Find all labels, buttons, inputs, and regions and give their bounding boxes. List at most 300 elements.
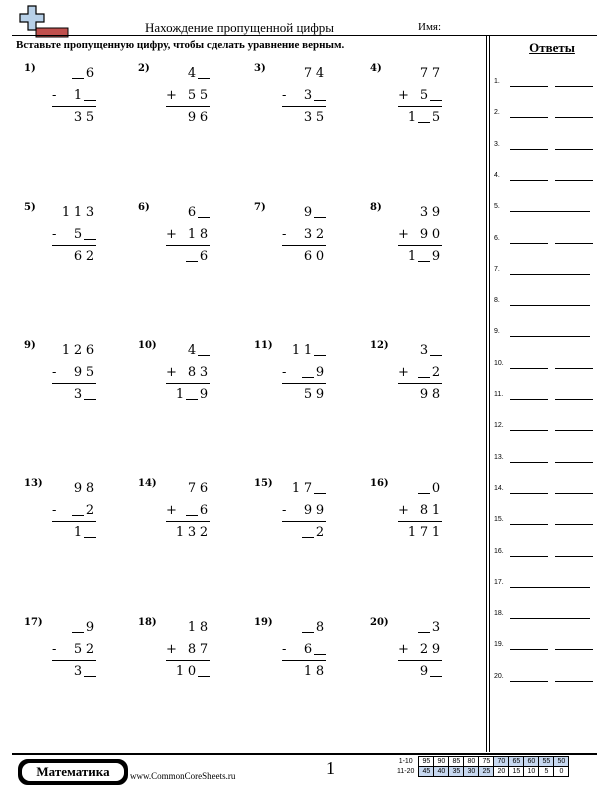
sum-line: [52, 383, 96, 384]
digit: 7: [187, 481, 197, 496]
digit: 7: [431, 66, 441, 81]
problem-number: 15): [254, 478, 273, 489]
score-cell: 40: [434, 767, 449, 777]
problem-line: [166, 205, 210, 221]
problem-line: [282, 387, 326, 403]
digit: 9: [187, 110, 197, 125]
score-table: [395, 756, 569, 777]
answer-number: 6.: [494, 234, 500, 242]
missing-digit-blank[interactable]: [186, 385, 198, 400]
answer-number: 1.: [494, 78, 500, 85]
problem-line: [398, 642, 442, 658]
problem: [24, 478, 124, 558]
answer-blank[interactable]: [510, 274, 590, 275]
digit: 3: [187, 525, 197, 540]
score-cell: 50: [554, 757, 569, 767]
problem: [138, 63, 238, 143]
digit: 7: [199, 642, 209, 657]
answer-blank[interactable]: [510, 368, 548, 369]
score-cell: 20: [494, 767, 509, 777]
missing-digit-blank[interactable]: [302, 523, 314, 538]
problem-number: 1): [24, 63, 36, 74]
score-cell: 30: [464, 767, 479, 777]
digit: 1: [407, 249, 417, 264]
operator: +: [398, 365, 409, 380]
operator: -: [282, 88, 287, 103]
answer-blank[interactable]: [510, 556, 548, 557]
answer-blank[interactable]: [555, 430, 593, 431]
problem-line: [398, 110, 442, 126]
digit: 1: [407, 525, 417, 540]
problem-number: 6): [138, 202, 150, 213]
digit: 5: [419, 88, 429, 103]
missing-digit-blank[interactable]: [314, 341, 326, 356]
problem-line: [52, 664, 96, 680]
answer-blank[interactable]: [555, 681, 593, 682]
digit: 3: [303, 110, 313, 125]
digit: 4: [187, 66, 197, 81]
digit: 9: [315, 387, 325, 402]
answers-title: Ответы: [529, 40, 575, 55]
digit: 8: [85, 481, 95, 496]
problem-line: [282, 664, 326, 680]
problem-line: [282, 343, 326, 359]
sum-line: [398, 383, 442, 384]
name-label: Имя:: [418, 21, 442, 33]
problem-line: [282, 481, 326, 497]
problem-line: [166, 481, 210, 497]
sum-line: [282, 106, 326, 107]
missing-digit-blank[interactable]: [72, 501, 84, 516]
answer-number: 9.: [494, 328, 500, 336]
problem-number: 9): [24, 340, 36, 351]
digit: 4: [187, 343, 197, 358]
problem-line: [282, 642, 326, 658]
score-cell: 55: [539, 757, 554, 767]
digit: 6: [199, 503, 209, 518]
operator: +: [166, 642, 177, 657]
sum-line: [398, 245, 442, 246]
digit: 3: [303, 227, 313, 242]
problem-line: [398, 620, 442, 636]
digit: 1: [175, 525, 185, 540]
sum-line: [52, 245, 96, 246]
problem-number: 17): [24, 617, 43, 628]
brand-label: Математика: [22, 763, 124, 781]
score-cell: 15: [509, 767, 524, 777]
digit: 3: [73, 387, 83, 402]
problem-number: 8): [370, 202, 382, 213]
problem-number: 7): [254, 202, 266, 213]
answer-blank[interactable]: [510, 493, 548, 494]
answer-blank[interactable]: [555, 149, 593, 150]
page-title: Нахождение пропущенной цифры: [145, 20, 335, 35]
digit: 7: [303, 66, 313, 81]
operator: -: [52, 642, 57, 657]
answer-blank[interactable]: [555, 86, 593, 87]
digit: 5: [315, 110, 325, 125]
problem-line: [52, 503, 96, 519]
missing-digit-blank[interactable]: [84, 86, 96, 101]
digit: 5: [85, 365, 95, 380]
problem-number: 3): [254, 63, 266, 74]
instructions: Вставьте пропущенную цифру, чтобы сделать уравнение верным.: [16, 39, 345, 51]
digit: 3: [431, 620, 441, 635]
sum-line: [52, 660, 96, 661]
problem-line: [282, 66, 326, 82]
problem-line: [398, 387, 442, 403]
missing-digit-blank[interactable]: [198, 203, 210, 218]
missing-digit-blank[interactable]: [198, 64, 210, 79]
footer-rule: [12, 753, 597, 755]
problem-line: [166, 227, 210, 243]
missing-digit-blank[interactable]: [186, 247, 198, 262]
operator: +: [166, 365, 177, 380]
answer-number: 12.: [494, 422, 504, 430]
answer-blank[interactable]: [555, 117, 593, 118]
answer-blank[interactable]: [555, 524, 593, 525]
digit: 1: [175, 664, 185, 679]
problem: [138, 340, 238, 420]
sum-line: [398, 521, 442, 522]
digit: 5: [199, 88, 209, 103]
missing-digit-blank[interactable]: [418, 363, 430, 378]
missing-digit-blank[interactable]: [72, 64, 84, 79]
sum-line: [166, 383, 210, 384]
digit: 2: [431, 365, 441, 380]
digit: 2: [85, 503, 95, 518]
digit: 9: [199, 387, 209, 402]
problem-line: [398, 503, 442, 519]
problem: [138, 478, 238, 558]
missing-digit-blank[interactable]: [418, 618, 430, 633]
problem-line: [398, 481, 442, 497]
sum-line: [282, 660, 326, 661]
answer-blank[interactable]: [510, 462, 548, 463]
answer-blank[interactable]: [510, 618, 590, 619]
missing-digit-blank[interactable]: [418, 479, 430, 494]
answer-blank[interactable]: [510, 149, 548, 150]
operator: -: [282, 642, 287, 657]
score-cell: 0: [554, 767, 569, 777]
score-cell: 45: [419, 767, 434, 777]
missing-digit-blank[interactable]: [430, 86, 442, 101]
problem: [254, 617, 354, 697]
digit: 6: [303, 642, 313, 657]
problem-line: [52, 481, 96, 497]
digit: 1: [187, 620, 197, 635]
digit: 6: [73, 249, 83, 264]
problem-line: [398, 227, 442, 243]
column-divider: [486, 36, 487, 752]
digit: 1: [61, 205, 71, 220]
problem-line: [52, 620, 96, 636]
digit: 6: [199, 110, 209, 125]
missing-digit-blank[interactable]: [84, 225, 96, 240]
digit: 2: [73, 343, 83, 358]
digit: 6: [199, 481, 209, 496]
column-divider: [489, 36, 490, 752]
digit: 2: [199, 525, 209, 540]
problem-line: [282, 88, 326, 104]
problem-number: 20): [370, 617, 389, 628]
answer-number: 18.: [494, 610, 504, 618]
problem-line: [166, 249, 210, 265]
sum-line: [398, 106, 442, 107]
answer-number: 13.: [494, 453, 504, 461]
missing-digit-blank[interactable]: [418, 108, 430, 123]
problem-number: 4): [370, 63, 382, 74]
digit: 0: [431, 481, 441, 496]
digit: 6: [303, 249, 313, 264]
problem-line: [52, 525, 96, 541]
missing-digit-blank[interactable]: [84, 662, 96, 677]
digit: 8: [199, 227, 209, 242]
digit: 5: [73, 642, 83, 657]
digit: 8: [431, 387, 441, 402]
digit: 1: [61, 343, 71, 358]
answer-blank[interactable]: [510, 430, 548, 431]
operator: -: [282, 227, 287, 242]
problem-number: 12): [370, 340, 389, 351]
score-row-label: 1-10: [398, 758, 413, 765]
answer-blank[interactable]: [510, 649, 548, 650]
answer-blank[interactable]: [555, 399, 593, 400]
score-cell: 75: [479, 757, 494, 767]
problem: [138, 202, 238, 282]
sum-line: [52, 106, 96, 107]
problem-line: [282, 525, 326, 541]
digit: 9: [315, 365, 325, 380]
digit: 9: [419, 664, 429, 679]
score-cell: 35: [449, 767, 464, 777]
answer-blank[interactable]: [510, 180, 548, 181]
problem-line: [282, 110, 326, 126]
answer-blank[interactable]: [510, 336, 590, 337]
answer-number: 17.: [494, 578, 504, 586]
answer-blank[interactable]: [555, 649, 593, 650]
problem-line: [166, 642, 210, 658]
digit: 9: [85, 620, 95, 635]
problem-line: [398, 343, 442, 359]
answer-blank[interactable]: [555, 556, 593, 557]
score-cell: 90: [434, 757, 449, 767]
problem-line: [52, 205, 96, 221]
sum-line: [282, 383, 326, 384]
operator: +: [398, 642, 409, 657]
digit: 1: [431, 503, 441, 518]
digit: 4: [315, 66, 325, 81]
missing-digit-blank[interactable]: [302, 618, 314, 633]
score-cell: 85: [449, 757, 464, 767]
problem-line: [398, 525, 442, 541]
answer-blank[interactable]: [555, 493, 593, 494]
answer-blank[interactable]: [510, 399, 548, 400]
answer-number: 15.: [494, 516, 504, 524]
answer-number: 14.: [494, 484, 504, 492]
digit: 7: [303, 481, 313, 496]
problem-line: [166, 664, 210, 680]
digit: 8: [199, 620, 209, 635]
digit: 9: [431, 249, 441, 264]
missing-digit-blank[interactable]: [314, 479, 326, 494]
digit: 2: [85, 249, 95, 264]
problem-line: [282, 365, 326, 381]
answer-number: 5.: [494, 203, 500, 211]
operator: -: [52, 503, 57, 518]
brand-badge: [18, 759, 128, 785]
problem-line: [52, 249, 96, 265]
answer-blank[interactable]: [510, 211, 590, 212]
digit: 5: [73, 227, 83, 242]
answer-blank[interactable]: [555, 462, 593, 463]
score-cell: 60: [524, 757, 539, 767]
digit: 1: [175, 387, 185, 402]
digit: 9: [73, 481, 83, 496]
digit: 9: [419, 387, 429, 402]
answer-number: 2.: [494, 109, 500, 117]
score-cell: 5: [539, 767, 554, 777]
answer-number: 4.: [494, 171, 500, 179]
missing-digit-blank[interactable]: [302, 363, 314, 378]
operator: +: [166, 88, 177, 103]
missing-digit-blank[interactable]: [84, 385, 96, 400]
problem-line: [52, 227, 96, 243]
sum-line: [398, 660, 442, 661]
sum-line: [282, 521, 326, 522]
answer-blank[interactable]: [555, 180, 593, 181]
answer-blank[interactable]: [510, 681, 548, 682]
digit: 9: [315, 503, 325, 518]
problem-line: [398, 66, 442, 82]
score-cell: 25: [479, 767, 494, 777]
problem: [138, 617, 238, 697]
problem-line: [398, 249, 442, 265]
answer-blank[interactable]: [510, 117, 548, 118]
problem-line: [166, 110, 210, 126]
operator: +: [166, 227, 177, 242]
answer-blank[interactable]: [510, 243, 548, 244]
sum-line: [52, 521, 96, 522]
digit: 1: [303, 664, 313, 679]
sum-line: [166, 660, 210, 661]
problem-line: [282, 205, 326, 221]
answer-blank[interactable]: [510, 305, 590, 306]
operator: -: [52, 227, 57, 242]
digit: 3: [199, 365, 209, 380]
digit: 1: [73, 525, 83, 540]
digit: 1: [73, 88, 83, 103]
missing-digit-blank[interactable]: [72, 618, 84, 633]
operator: +: [398, 88, 409, 103]
digit: 1: [187, 227, 197, 242]
answer-blank[interactable]: [555, 243, 593, 244]
score-row: [395, 757, 569, 767]
problem-number: 13): [24, 478, 43, 489]
problem: [254, 202, 354, 282]
score-cell: 80: [464, 757, 479, 767]
operator: +: [166, 503, 177, 518]
sum-line: [282, 245, 326, 246]
digit: 8: [419, 503, 429, 518]
digit: 1: [407, 110, 417, 125]
problem-number: 19): [254, 617, 273, 628]
missing-digit-blank[interactable]: [314, 86, 326, 101]
operator: +: [398, 227, 409, 242]
problem: [24, 617, 124, 697]
page-number: 1: [326, 758, 335, 778]
missing-digit-blank[interactable]: [418, 247, 430, 262]
problem-line: [52, 642, 96, 658]
problem: [370, 617, 470, 697]
digit: 2: [315, 227, 325, 242]
answer-number: 20.: [494, 672, 504, 680]
problem-line: [52, 343, 96, 359]
problem: [370, 478, 470, 558]
digit: 2: [315, 525, 325, 540]
answer-blank[interactable]: [555, 368, 593, 369]
answer-blank[interactable]: [510, 587, 590, 588]
answer-number: 11.: [494, 391, 504, 398]
problem: [370, 63, 470, 143]
missing-digit-blank[interactable]: [198, 341, 210, 356]
digit: 2: [419, 642, 429, 657]
digit: 1: [291, 481, 301, 496]
header-rule: [12, 35, 597, 36]
digit: 0: [187, 664, 197, 679]
problem-line: [166, 343, 210, 359]
answer-blank[interactable]: [510, 86, 548, 87]
digit: 3: [85, 205, 95, 220]
missing-digit-blank[interactable]: [314, 203, 326, 218]
missing-digit-blank[interactable]: [186, 501, 198, 516]
operator: -: [52, 365, 57, 380]
score-row: [395, 767, 569, 777]
answer-number: 10.: [494, 359, 504, 367]
answer-number: 8.: [494, 297, 500, 305]
digit: 9: [419, 227, 429, 242]
digit: 8: [187, 365, 197, 380]
digit: 8: [315, 664, 325, 679]
problem-line: [166, 365, 210, 381]
website-link[interactable]: www.CommonCoreSheets.ru: [130, 771, 236, 781]
missing-digit-blank[interactable]: [198, 662, 210, 677]
digit: 5: [303, 387, 313, 402]
missing-digit-blank[interactable]: [430, 662, 442, 677]
problem: [24, 202, 124, 282]
missing-digit-blank[interactable]: [314, 640, 326, 655]
digit: 9: [73, 365, 83, 380]
digit: 6: [187, 205, 197, 220]
digit: 3: [419, 343, 429, 358]
problem-line: [398, 88, 442, 104]
operator: -: [282, 365, 287, 380]
digit: 9: [303, 503, 313, 518]
missing-digit-blank[interactable]: [84, 523, 96, 538]
digit: 1: [303, 343, 313, 358]
problem-line: [166, 66, 210, 82]
problem-number: 16): [370, 478, 389, 489]
missing-digit-blank[interactable]: [430, 341, 442, 356]
sum-line: [166, 106, 210, 107]
sum-line: [166, 245, 210, 246]
answer-blank[interactable]: [510, 524, 548, 525]
problem-number: 18): [138, 617, 157, 628]
digit: 5: [85, 110, 95, 125]
problem: [254, 478, 354, 558]
digit: 7: [419, 525, 429, 540]
problem: [254, 340, 354, 420]
